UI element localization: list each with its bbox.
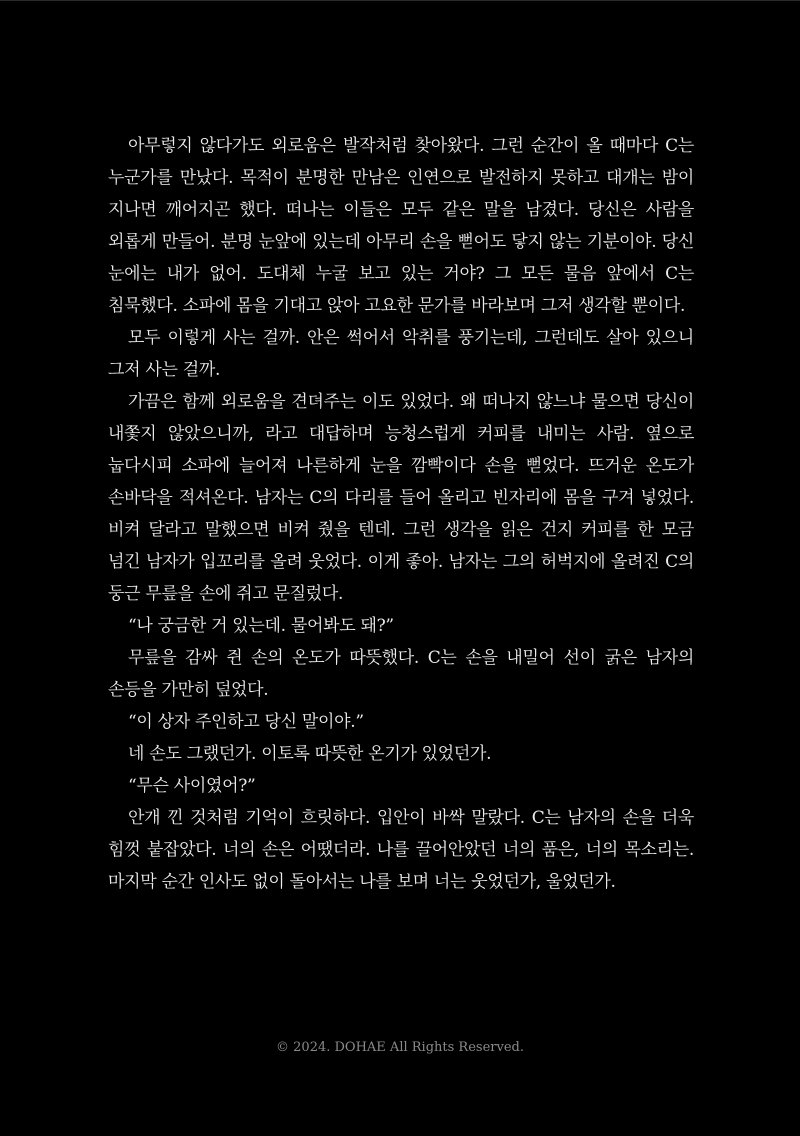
paragraph-6: 안개 낀 것처럼 기억이 흐릿하다. 입안이 바싹 말랐다. C는 남자의 손을 더욱 힘껏 붙잡았다. 너의 손은 어땠더라. 나를 끌어안았던 너의 품은, 너의 목소리는. 마지막 순간 인사도 없이 돌아서는 나를 보며 너는 웃었던가, 울었던가. [108, 808, 694, 892]
paragraph-1: 아무렇지 않다가도 외로움은 발작처럼 찾아왔다. 그런 순간이 올 때마다 C는 누군가를 만났다. 목적이 분명한 만남은 인연으로 발전하지 못하고 대개는 밤이 지나면 깨어지곤 했다. 떠나는 이들은 모두 같은 말을 남겼다. 당신은 사람을 외롭게 만들어. 분명 눈앞에 있는데 아무리 손을 뻗어도 닿지 않는 기분이야. 당신 눈에는 내가 없어. 도대체 누굴 보고 있는 거야? 그 모든 물음 앞에서 C는 침묵했다. 소파에 몸을 기대고 앉아 고요한 문가를 바라보며 그저 생각할 뿐이다. [108, 136, 694, 316]
copyright-notice: © 2024. DOHAE All Rights Reserved. [276, 1040, 524, 1055]
dialogue-line-3: “무슨 사이였어?” [128, 776, 256, 796]
story-text [108, 130, 694, 898]
paragraph-4: 무릎을 감싸 쥔 손의 온도가 따뜻했다. C는 손을 내밀어 선이 굵은 남자의 손등을 가만히 덮었다. [108, 648, 694, 700]
paragraph-5: 네 손도 그랬던가. 이토록 따뜻한 온기가 있었던가. [128, 744, 492, 764]
dialogue-line-2: “이 상자 주인하고 당신 말이야.” [128, 712, 364, 732]
paragraph-3: 가끔은 함께 외로움을 견뎌주는 이도 있었다. 왜 떠나지 않느냐 물으면 당신이 내쫓지 않았으니까, 라고 대답하며 능청스럽게 커피를 내미는 사람. 옆으로 눕다시피 소파에 늘어져 나른하게 눈을 깜빡이다 손을 뻗었다. 뜨거운 온도가 손바닥을 적셔온다. 남자는 C의 다리를 들어 올리고 빈자리에 몸을 구겨 넣었다. 비켜 달라고 말했으면 비켜 줬을 텐데. 그런 생각을 읽은 건지 커피를 한 모금 넘긴 남자가 입꼬리를 올려 웃었다. 이게 좋아. 남자는 그의 허벅지에 올려진 C의 둥근 무릎을 손에 쥐고 문질렀다. [108, 392, 694, 604]
top-divider [0, 0, 800, 1]
paragraph-2: 모두 이렇게 사는 걸까. 안은 썩어서 악취를 풍기는데, 그런데도 살아 있으니 그저 사는 걸까. [108, 328, 694, 380]
dialogue-line-1: “나 궁금한 거 있는데. 물어봐도 돼?” [128, 616, 394, 636]
